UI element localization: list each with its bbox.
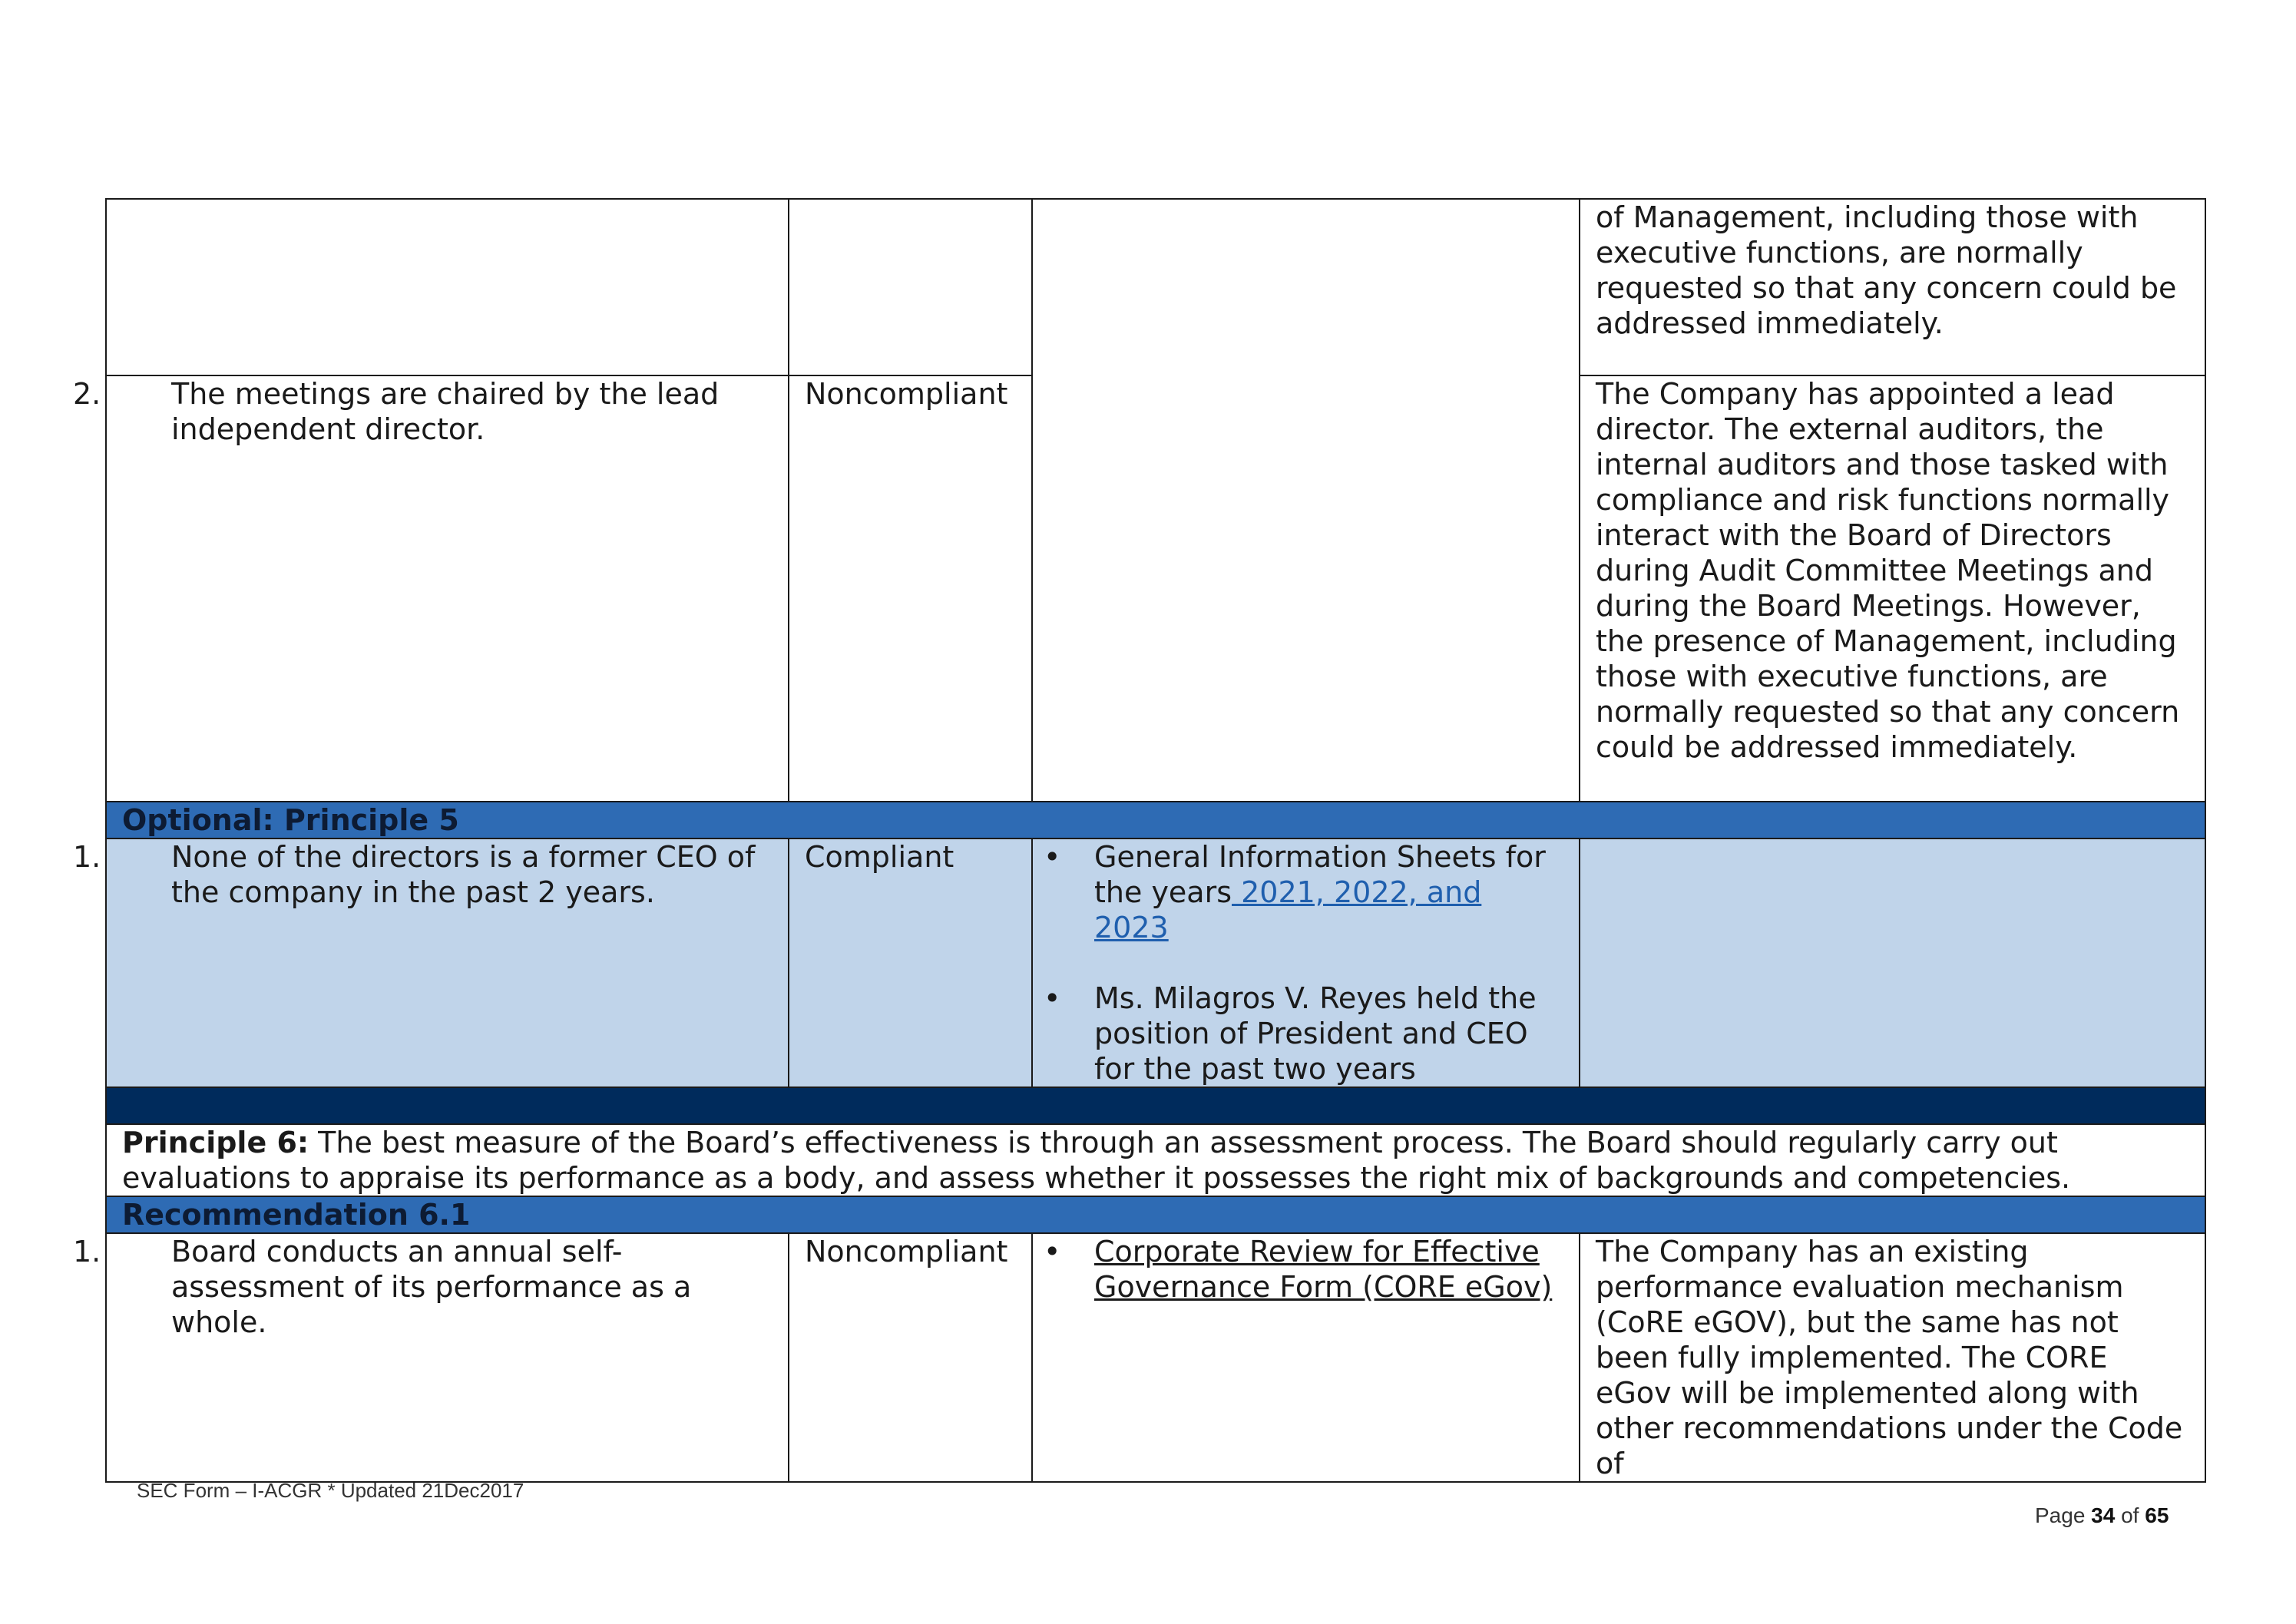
evidence-list [1036, 1234, 1563, 1305]
compliance-cell [789, 199, 1032, 375]
evidence-cell [1032, 838, 1580, 1087]
explanation-text: of Management, including those with executive functions, are normally requested so that any concern could be addressed immediately. [1596, 200, 2177, 340]
explanation-text: The Company has appointed a lead director. The external auditors, the internal auditors and those tasked with compliance and risk functions normally interact with the Board of Directors during Audit Committee Meetings and during the Board Meetings. However, the presence of Management, including those with executive functions, are normally requested so that any concern could be addressed immediately. [1596, 377, 2180, 764]
recommendation-cell [73, 838, 789, 1087]
recommendation-cell [106, 199, 789, 375]
section-header: Recommendation 6.1 [106, 1196, 2205, 1233]
section-header: Optional: Principle 5 [106, 802, 2205, 838]
table-row [106, 838, 2205, 1087]
recommendation-cell [73, 375, 789, 802]
evidence-cell [1032, 199, 1580, 802]
page-of: of [2115, 1503, 2145, 1527]
evidence-cell [1032, 1233, 1580, 1482]
principle-row [106, 1124, 2205, 1196]
bullet: • [1044, 840, 1061, 874]
section-header-row [106, 802, 2205, 838]
evidence-text: Ms. Milagros V. Reyes held the position of President and CEO for the past two years [1094, 981, 1537, 1086]
list-item [1036, 1234, 1563, 1305]
table-row [106, 1233, 2205, 1482]
gis-link[interactable]: 2021, 2022, and 2023 [1094, 875, 1482, 944]
recommendation-cell [73, 1233, 789, 1482]
evidence-text: General Information Sheets for the years [1094, 840, 1546, 909]
compliance-cell [789, 838, 1032, 1087]
page-number [2035, 1503, 2169, 1528]
principle-label: Principle 6: [122, 1126, 309, 1159]
bullet: • [1044, 1235, 1061, 1268]
total-pages: 65 [2145, 1503, 2169, 1527]
form-footer: SEC Form – I-ACGR * Updated 21Dec2017 [137, 1479, 524, 1502]
separator-row [106, 1087, 2205, 1124]
explanation-cell [1580, 199, 2205, 375]
evidence-list [1036, 839, 1563, 1087]
compliance-status: Noncompliant [805, 1235, 1008, 1268]
core-egov-link[interactable]: Corporate Review for Effective Governance Form (CORE eGov) [1094, 1235, 1553, 1304]
compliance-cell [789, 375, 1032, 802]
principle-cell [106, 1124, 2205, 1196]
separator-bar [106, 1087, 2205, 1124]
recommendation-text: Board conducts an annual self-assessment of its performance as a whole. [171, 1235, 692, 1339]
compliance-status: Noncompliant [805, 377, 1008, 411]
recommendation-text: The meetings are chaired by the lead independent director. [171, 377, 720, 446]
principle-text: The best measure of the Board’s effectiveness is through an assessment process. The Board should regularly carry out evaluations to appraise its performance as a body, and assess whether it possesses the right mix of backgrounds and competencies. [122, 1126, 2071, 1195]
table-row [106, 199, 2205, 375]
current-page: 34 [2091, 1503, 2116, 1527]
list-gap [1036, 945, 1563, 981]
recommendation-text: None of the directors is a former CEO of the company in the past 2 years. [171, 840, 756, 909]
explanation-text: The Company has an existing performance evaluation mechanism (CoRE eGOV), but the same has not been fully implemented. The CORE eGov will be implemented along with other recommendations under the Code of [1596, 1235, 2183, 1480]
list-item [1036, 839, 1563, 945]
item-number: 2. [73, 377, 101, 411]
item-number: 1. [73, 1235, 101, 1268]
compliance-status: Compliant [805, 840, 954, 874]
section-header-row [106, 1196, 2205, 1233]
page-prefix: Page [2035, 1503, 2092, 1527]
governance-table [73, 198, 2205, 1483]
bullet: • [1044, 981, 1061, 1015]
explanation-cell [1580, 1233, 2205, 1482]
list-item [1036, 981, 1563, 1087]
explanation-cell [1580, 838, 2205, 1087]
compliance-cell [789, 1233, 1032, 1482]
item-number: 1. [73, 840, 101, 874]
explanation-cell [1580, 375, 2205, 802]
